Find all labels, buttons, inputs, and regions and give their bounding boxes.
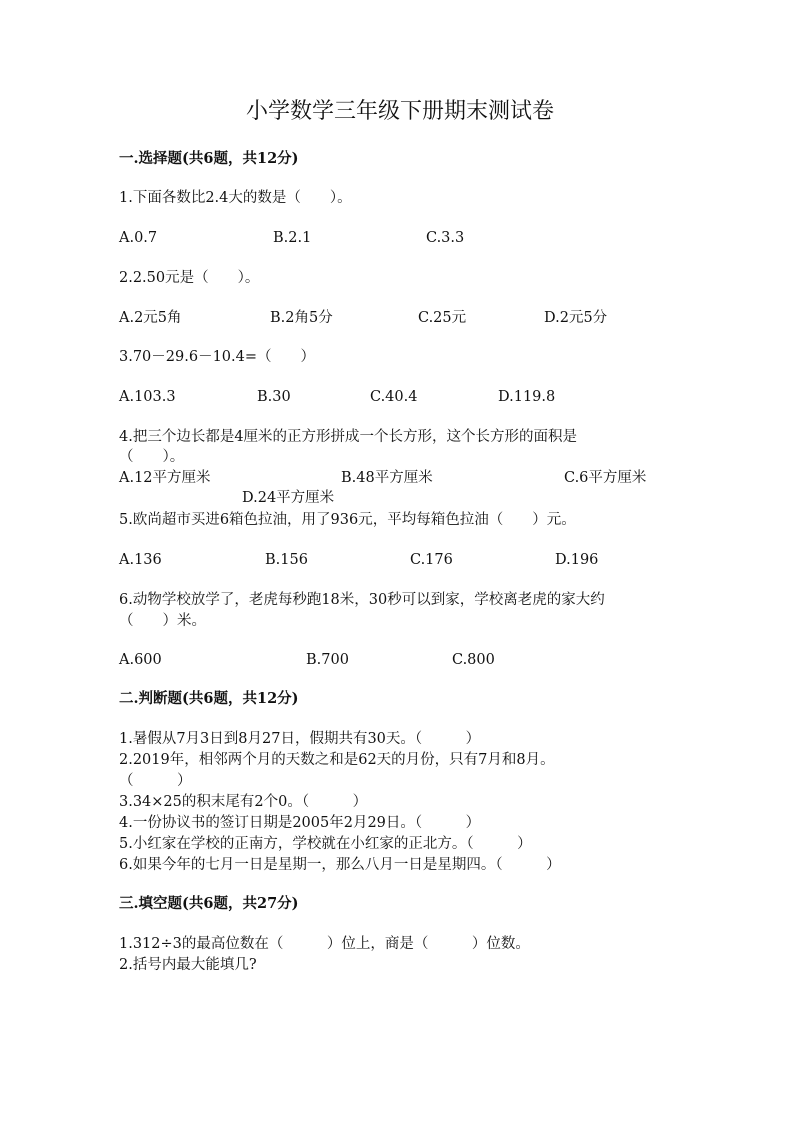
q4-option-d: D.24平方厘米 [242,490,335,506]
fill-q1: 1.312÷3的最高位数在（ ）位上，商是（ ）位数。 [119,936,530,952]
judge-q2-blank: （ ） [119,773,192,789]
q2-option-d: D.2元5分 [544,310,608,326]
judge-q6: 6.如果今年的七月一日是星期一，那么八月一日是星期四。（ ） [119,857,561,873]
q2-option-b: B.2角5分 [270,310,333,326]
judge-q1: 1.暑假从7月3日到8月27日，假期共有30天。（ ） [119,731,481,747]
section-3-heading: 三.填空题(共6题，共27分) [119,895,299,912]
q2-stem: 2.2.50元是（ ）。 [119,270,260,286]
q5-stem: 5.欧尚超市买进6箱色拉油，用了936元，平均每箱色拉油（ ）元。 [119,512,576,528]
q6-option-a: A.600 [119,652,162,668]
q5-option-d: D.196 [555,552,599,568]
q4-option-b: B.48平方厘米 [341,470,433,486]
q1-option-a: A.0.7 [119,230,158,246]
q4-stem: 4.把三个边长都是4厘米的正方形拼成一个长方形，这个长方形的面积是 [119,429,578,445]
judge-q3: 3.34×25的积末尾有2个0。（ ） [119,794,368,810]
q6-option-b: B.700 [306,652,349,668]
q5-option-a: A.136 [119,552,162,568]
judge-q2: 2.2019年，相邻两个月的天数之和是62天的月份，只有7月和8月。 [119,752,555,768]
q2-option-a: A.2元5角 [119,310,182,326]
judge-q5: 5.小红家在学校的正南方，学校就在小红家的正北方。（ ） [119,836,532,852]
q4-option-c: C.6平方厘米 [564,470,647,486]
q5-option-c: C.176 [410,552,453,568]
q3-stem: 3.70－29.6－10.4=（ ） [119,349,316,365]
judge-q4: 4.一份协议书的签订日期是2005年2月29日。（ ） [119,815,481,831]
q1-option-c: C.3.3 [426,230,465,246]
q3-option-b: B.30 [257,389,291,405]
q3-option-c: C.40.4 [370,389,418,405]
q6-stem: 6.动物学校放学了，老虎每秒跑18米，30秒可以到家，学校离老虎的家大约 [119,592,605,608]
q5-option-b: B.156 [265,552,308,568]
q1-option-b: B.2.1 [273,230,312,246]
section-2-heading: 二.判断题(共6题，共12分) [119,690,299,707]
q1-stem: 1.下面各数比2.4大的数是（ ）。 [119,190,352,206]
fill-q2: 2.括号内最大能填几? [119,957,257,973]
q3-option-d: D.119.8 [498,389,556,405]
page-title: 小学数学三年级下册期末测试卷 [245,99,554,124]
section-1-heading: 一.选择题(共6题，共12分) [119,150,299,167]
q4-stem-continued: （ ）。 [119,449,185,465]
q3-option-a: A.103.3 [119,389,176,405]
q4-option-a: A.12平方厘米 [119,470,211,486]
q2-option-c: C.25元 [418,310,467,326]
q6-option-c: C.800 [452,652,495,668]
q6-stem-continued: （ ）米。 [119,613,206,629]
